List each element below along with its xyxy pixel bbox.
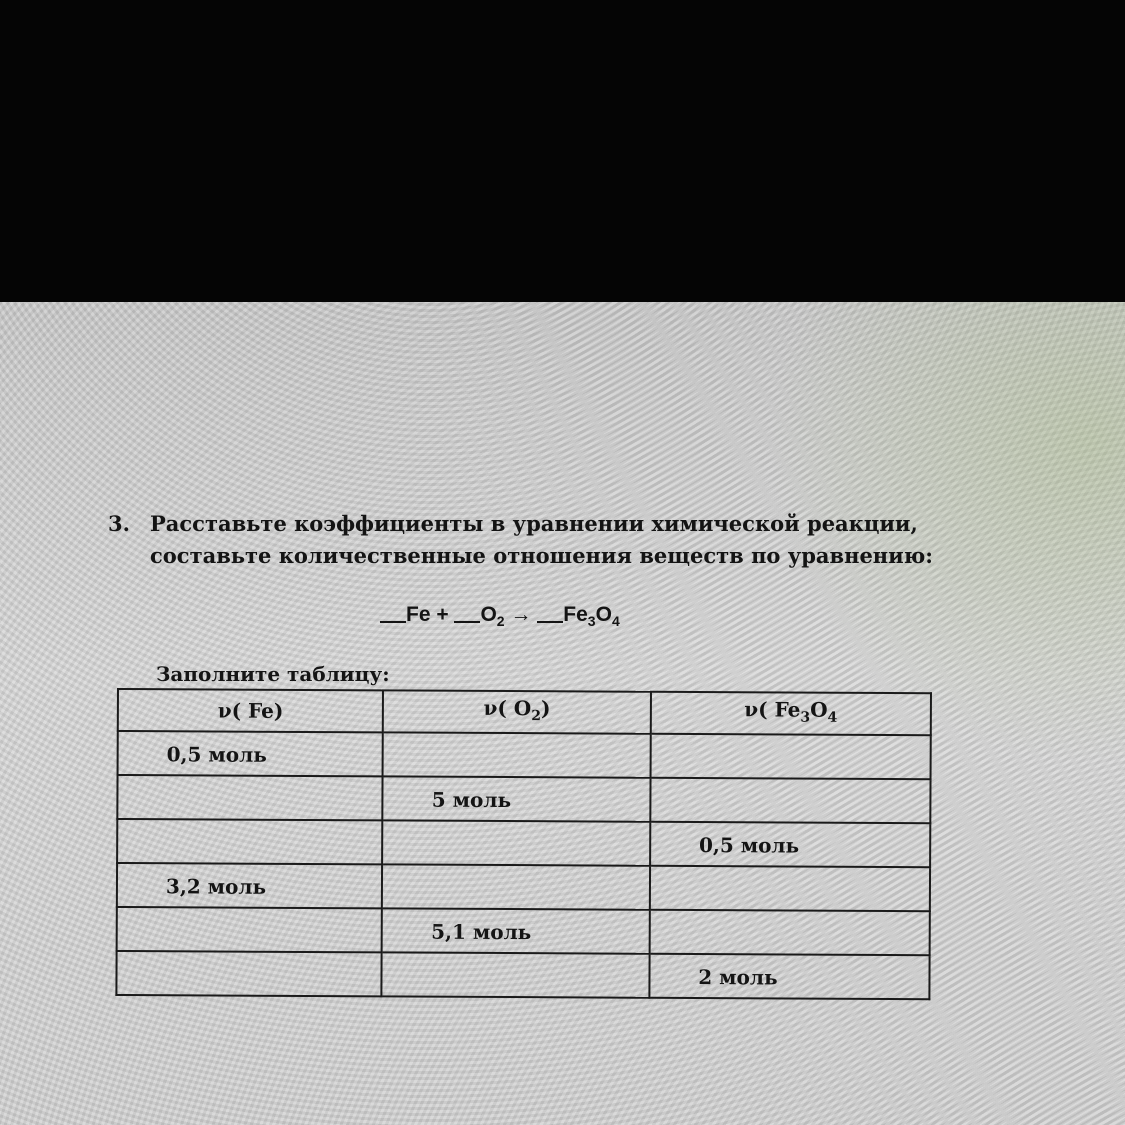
- cell-value: 5 моль: [431, 787, 512, 813]
- table-row: [117, 819, 930, 867]
- header-o2-close: ): [540, 696, 551, 721]
- cell-value: 0,5 моль: [166, 742, 267, 767]
- cell-o2[interactable]: [383, 820, 651, 865]
- cell-fe[interactable]: [117, 907, 383, 952]
- cell-value: [383, 865, 648, 876]
- table-row: [118, 731, 931, 779]
- dark-background: [0, 0, 1125, 302]
- table-row: [117, 775, 930, 823]
- cell-o2[interactable]: [382, 864, 650, 909]
- cell-value: [383, 953, 648, 964]
- cell-value: [118, 820, 381, 831]
- cell-value: [384, 821, 649, 832]
- cell-o2[interactable]: [382, 952, 650, 997]
- header-o2: [383, 690, 651, 733]
- task-text: Расставьте коэффициенты в уравнении химической реакции, составьте количественные отношения веществ по уравнению:: [150, 511, 934, 568]
- header-fe3o4-o: O: [810, 697, 828, 722]
- coefficient-blank-fe: [380, 603, 406, 623]
- header-o2-subscript: 2: [531, 708, 542, 725]
- cell-fe3o4[interactable]: [650, 734, 930, 779]
- cell-value: [118, 952, 381, 963]
- arrow-icon: →: [510, 603, 532, 626]
- cell-fe[interactable]: [116, 951, 382, 996]
- header-fe: [118, 689, 384, 732]
- table-row: [117, 863, 930, 911]
- cell-o2[interactable]: [383, 732, 651, 777]
- cell-value: [651, 779, 929, 790]
- cell-fe[interactable]: [117, 775, 383, 820]
- cell-o2[interactable]: [382, 908, 650, 953]
- answer-table: [115, 688, 932, 1000]
- table-row: [117, 907, 930, 955]
- cell-fe3o4[interactable]: [650, 866, 930, 911]
- equation-fe: Fe +: [406, 603, 449, 626]
- equation-fe3o4-fe: Fe: [563, 603, 588, 626]
- header-fe-label: ν( Fe): [217, 698, 284, 723]
- coefficient-blank-o2: [454, 603, 480, 623]
- equation-o2-subscript: 2: [496, 613, 505, 629]
- cell-value: 2 моль: [698, 965, 778, 990]
- cell-fe3o4[interactable]: [650, 822, 930, 867]
- header-fe3o4-label: ν( Fe: [744, 697, 801, 722]
- cell-value: 5,1 моль: [431, 919, 532, 945]
- table-caption: Заполните таблицу:: [156, 662, 390, 686]
- cell-fe[interactable]: [117, 819, 383, 864]
- cell-fe[interactable]: [118, 731, 384, 776]
- header-fe3o4-subscript-1: 3: [800, 709, 811, 726]
- chemical-equation: [380, 597, 700, 633]
- equation-fe3o4-subscript-1: 3: [587, 613, 596, 629]
- cell-value: 0,5 моль: [698, 833, 800, 858]
- header-fe3o4: [651, 692, 931, 735]
- cell-fe[interactable]: [117, 863, 383, 908]
- cell-fe3o4[interactable]: [649, 910, 929, 955]
- cell-o2[interactable]: [383, 776, 651, 821]
- cell-fe3o4[interactable]: [650, 778, 930, 823]
- table-header-row: [118, 689, 931, 735]
- header-o2-label: ν( O: [483, 695, 532, 721]
- equation-o2: O: [480, 603, 497, 626]
- header-fe3o4-subscript-2: 4: [827, 709, 838, 726]
- equation-fe3o4-subscript-2: 4: [611, 613, 620, 629]
- cell-value: [652, 735, 930, 746]
- cell-value: 3,2 моль: [165, 874, 267, 899]
- cell-value: [651, 911, 929, 922]
- cell-value: [651, 867, 929, 878]
- equation-fe3o4-o: O: [595, 603, 612, 626]
- cell-fe3o4[interactable]: [649, 954, 929, 999]
- cell-value: [384, 733, 649, 744]
- coefficient-blank-fe3o4: [537, 603, 563, 623]
- cell-value: [118, 908, 381, 919]
- table-row: [116, 951, 929, 999]
- task-number: 3.: [108, 511, 130, 536]
- cell-value: [118, 776, 381, 787]
